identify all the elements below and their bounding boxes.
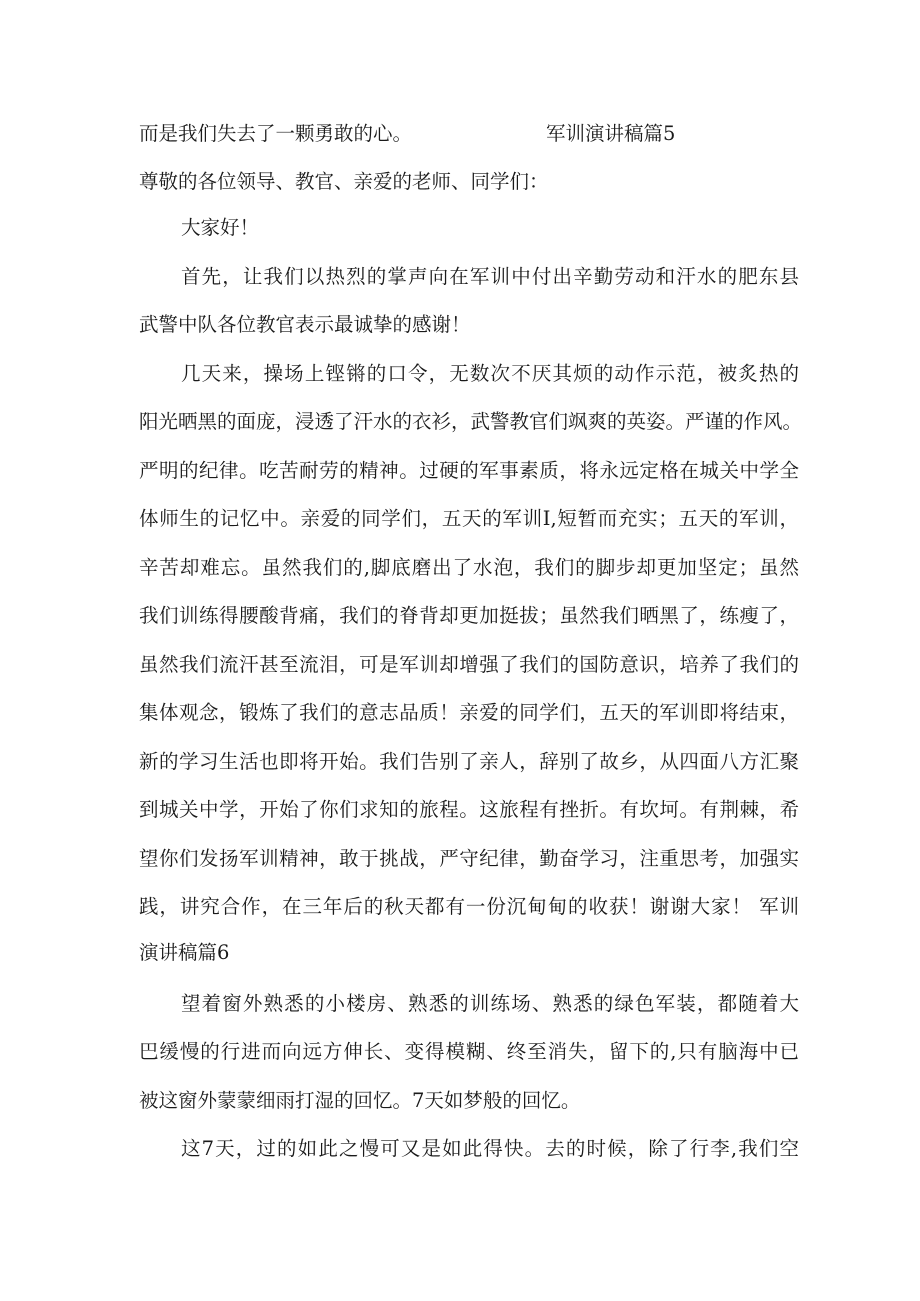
paragraph-line: 首先，让我们以热烈的掌声向在军训中付出辛勤劳动和汗水的肥东县 [181, 265, 799, 288]
greeting: 大家好！ [181, 216, 260, 239]
paragraph-line: 望着窗外熟悉的小楼房、熟悉的训练场、熟悉的绿色军装，都随着大 [181, 992, 799, 1015]
paragraph-line: 践，讲究合作，在三年后的秋天都有一份沉甸甸的收获！谢谢大家！ 军训 [139, 895, 799, 918]
paragraph-line: 巴缓慢的行进而向远方伸长、变得模糊、终至消失，留下的,只有脑海中已 [139, 1040, 799, 1063]
paragraph-line: 几天来，操场上铿锵的口令，无数次不厌其烦的动作示范，被炙热的 [181, 362, 799, 385]
text-line: 而是我们失去了一颗勇敢的心。 [139, 122, 413, 145]
paragraph-line: 集体观念，锻炼了我们的意志品质！亲爱的同学们，五天的军训即将结束， [139, 701, 799, 724]
paragraph-line: 这7天，过的如此之慢可又是如此得快。去的时候，除了行李,我们空 [181, 1137, 799, 1160]
paragraph-line: 虽然我们流汗甚至流泪，可是军训却增强了我们的国防意识，培养了我们的 [139, 653, 799, 676]
paragraph-line: 望你们发扬军训精神，敢于挑战，严守纪律，勤奋学习，注重思考，加强实 [139, 847, 799, 870]
paragraph-line: 阳光晒黑的面庞，浸透了汗水的衣衫，武警教官们飒爽的英姿。严谨的作风。 [139, 410, 803, 433]
paragraph-line: 辛苦却难忘。虽然我们的,脚底磨出了水泡，我们的脚步却更加坚定；虽然 [139, 556, 799, 579]
paragraph-line: 新的学习生活也即将开始。我们告别了亲人，辞别了故乡，从四面八方汇聚 [139, 750, 799, 773]
section-heading: 演讲稿篇6 [139, 941, 230, 964]
paragraph-line: 体师生的记忆中。亲爱的同学们，五天的军训I,短暂而充实；五天的军训， [139, 507, 799, 530]
section-heading: 军训演讲稿篇5 [546, 122, 676, 145]
paragraph-line: 我们训练得腰酸背痛，我们的脊背却更加挺拔；虽然我们晒黑了，练瘦了， [139, 604, 799, 627]
paragraph-line: 武警中队各位教官表示最诚挚的感谢！ [139, 313, 471, 336]
paragraph-line: 到城关中学，开始了你们求知的旅程。这旅程有挫折。有坎坷。有荆棘，希 [139, 798, 799, 821]
paragraph-line: 严明的纪律。吃苦耐劳的精神。过硬的军事素质，将永远定格在城关中学全 [139, 459, 799, 482]
salutation: 尊敬的各位领导、教官、亲爱的老师、同学们： [139, 170, 549, 193]
paragraph-line: 被这窗外蒙蒙细雨打湿的回忆。7天如梦般的回忆。 [139, 1089, 581, 1112]
